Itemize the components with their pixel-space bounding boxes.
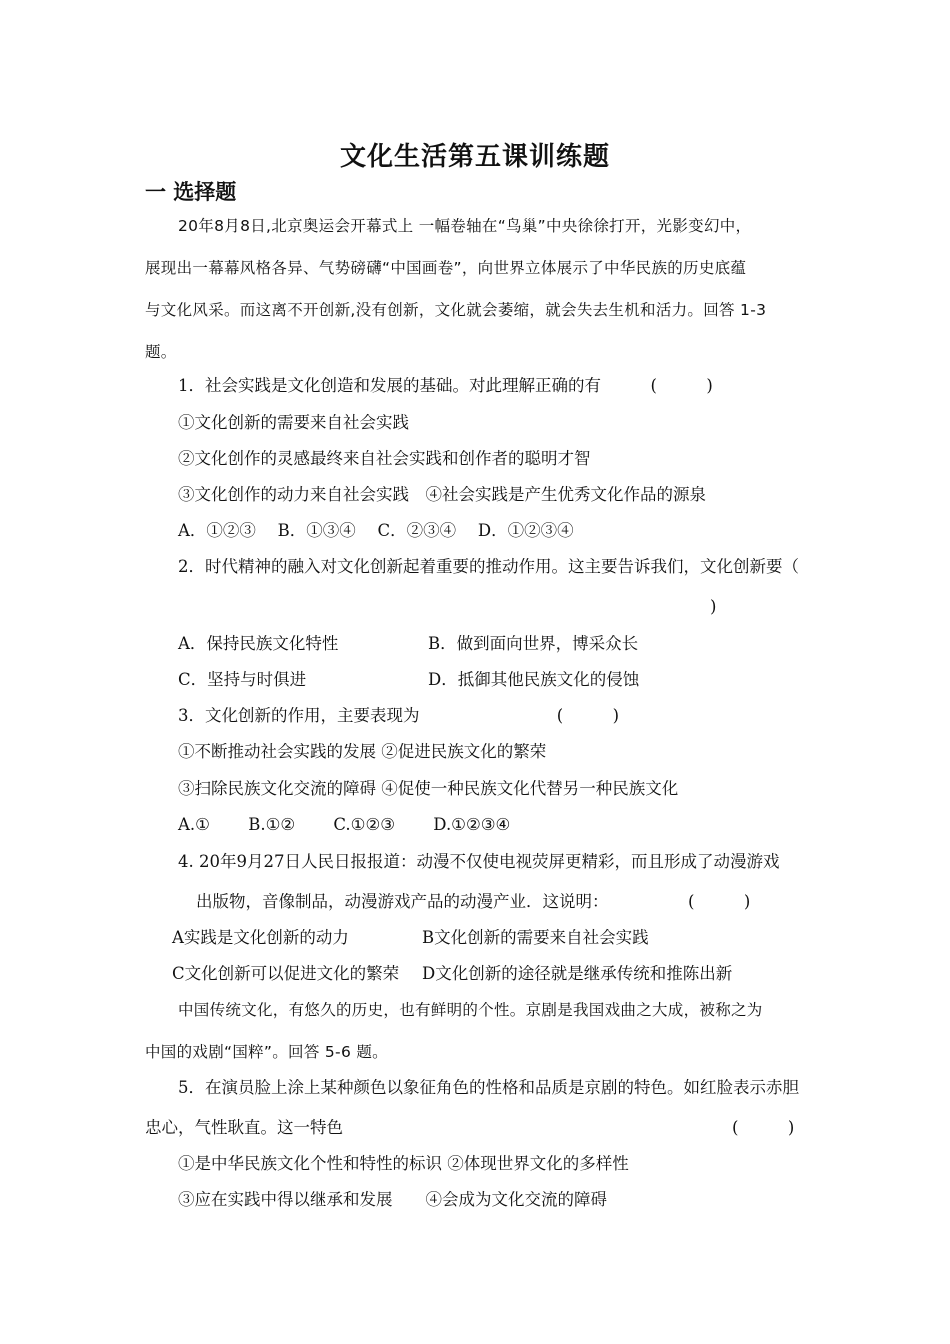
question-4: 4. 20年9月27日人民日报报道：动漫不仅使电视荧屏更精彩，而且形成了动漫游戏 [178, 852, 780, 871]
q4-option-a: A实践是文化创新的动力 [172, 928, 349, 947]
passage-2-line-1: 中国传统文化，有悠久的历史，也有鲜明的个性。京剧是我国戏曲之大成，被称之为 [178, 1001, 763, 1019]
question-3: 3．文化创新的作用，主要表现为 ( ) [178, 706, 620, 725]
question-1: 1．社会实践是文化创造和发展的基础。对此理解正确的有 ( ) [178, 376, 713, 395]
intro-line-3: 与文化风采。而这离不开创新,没有创新，文化就会萎缩，就会失去生机和活力。回答 1-3 [145, 301, 767, 319]
q5-answer-bracket: ( ) [732, 1118, 795, 1137]
q4-option-c: C文化创新可以促进文化的繁荣 [172, 964, 400, 983]
q1-statement-3-4: ③文化创作的动力来自社会实践 ④社会实践是产生优秀文化作品的源泉 [178, 485, 706, 504]
q2-option-d: D．抵御其他民族文化的侵蚀 [428, 670, 640, 689]
q4-continuation: 出版物，音像制品，动漫游戏产品的动漫产业．这说明： ( ) [196, 892, 751, 911]
q3-options: A.① B.①② C.①②③ D.①②③④ [178, 815, 511, 834]
q2-option-c: C．坚持与时俱进 [178, 670, 307, 689]
q2-option-a: A．保持民族文化特性 [178, 634, 339, 653]
question-2: 2．时代精神的融入对文化创新起着重要的推动作用。这主要告诉我们，文化创新要（ [178, 557, 799, 576]
page-title: 文化生活第五课训练题 [339, 142, 610, 172]
q2-option-b: B．做到面向世界，博采众长 [428, 634, 639, 653]
q4-option-d: D文化创新的途径就是继承传统和推陈出新 [422, 964, 733, 983]
q1-statement-1: ①文化创新的需要来自社会实践 [178, 413, 409, 432]
q1-options: A．①②③ B．①③④ C．②③④ D．①②③④ [178, 521, 574, 540]
q1-statement-2: ②文化创作的灵感最终来自社会实践和创作者的聪明才智 [178, 449, 591, 468]
q4-option-b: B文化创新的需要来自社会实践 [422, 928, 649, 947]
intro-line-4: 题。 [145, 343, 177, 361]
q3-statement-3-4: ③扫除民族文化交流的障碍 ④促使一种民族文化代替另一种民族文化 [178, 779, 679, 798]
question-5: 5．在演员脸上涂上某种颜色以象征角色的性格和品质是京剧的特色。如红脸表示赤胆 [178, 1078, 799, 1097]
q5-statement-1-2: ①是中华民族文化个性和特性的标识 ②体现世界文化的多样性 [178, 1154, 629, 1173]
intro-line-2: 展现出一幕幕风格各异、气势磅礴“中国画卷”，向世界立体展示了中华民族的历史底蕴 [145, 259, 747, 277]
q2-bracket-close: ) [710, 597, 717, 616]
q5-statement-3-4: ③应在实践中得以继承和发展 ④会成为文化交流的障碍 [178, 1190, 607, 1209]
section-heading: 一 选择题 [145, 179, 237, 204]
q3-statement-1-2: ①不断推动社会实践的发展 ②促进民族文化的繁荣 [178, 742, 547, 761]
passage-2-line-2: 中国的戏剧“国粹”。回答 5-6 题。 [145, 1043, 388, 1061]
q5-continuation: 忠心，气性耿直。这一特色 [145, 1118, 343, 1137]
intro-line-1: 20年8月8日,北京奥运会开幕式上 一幅卷轴在“鸟巢”中央徐徐打开，光影变幻中， [178, 217, 752, 235]
